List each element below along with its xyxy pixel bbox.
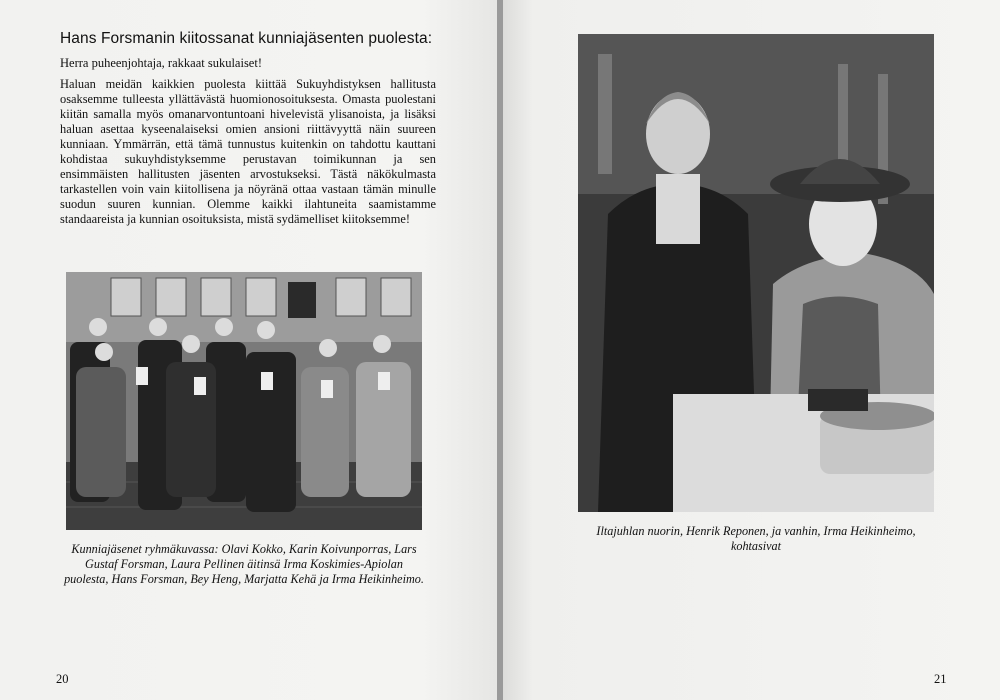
group-photo-caption: Kunniajäsenet ryhmäkuvassa: Olavi Kokko, Karin Koivunporras, Lars Gustaf Forsman, Laura Pellinen äitinsä Irma Koskimies-Apiolan puolesta, Hans Forsman, Bey Heng, Marjatta Kehä ja Irma Heikinheimo. <box>64 542 424 587</box>
speech-text: Haluan meidän kaikkien puolesta kiittää Sukuyhdistyksen hallitusta osaksemme tulleesta yllättävästä huomionosoituksesta. Omasta puolestani kiitän samalla myös omanarvontuntoani hivelevistä ylisanoista, ja lisäksi haluan asettaa kyseenalaiseksi omien ansioni riittävyyttä näin suureen kunniaan. Ymmärrän, että tämä tunnustus kuitenkin on tahdottu kauttani kohdistaa sukuyhdistyksemme perustavan toimikunnan ja sen ensimmäisten hallitusten jäsenten arvostukseksi. Tästä näkökulmasta tarkastellen voin vain kiitollisena ja nöyränä ottaa vastaan tämän minulle suodun suuren kunnian. Olemme kaikki ilahtuneita saamistamme standaareista ja kunnian osoituksista, mistä sydämelliset kiitoksemme! <box>60 77 436 227</box>
greeting-line: Herra puheenjohtaja, rakkaat sukulaiset! <box>60 56 262 70</box>
portrait-photo-caption: Iltajuhlan nuorin, Henrik Reponen, ja vanhin, Irma Heikinheimo, kohtasivat <box>596 524 916 554</box>
page-number-right: 21 <box>934 672 947 686</box>
article-heading: Hans Forsmanin kiitossanat kunniajäsenten puolesta: <box>60 30 433 47</box>
group-photo <box>66 272 422 530</box>
page-number-left: 20 <box>56 672 69 686</box>
portrait-photo <box>578 34 934 512</box>
left-page <box>0 0 497 700</box>
